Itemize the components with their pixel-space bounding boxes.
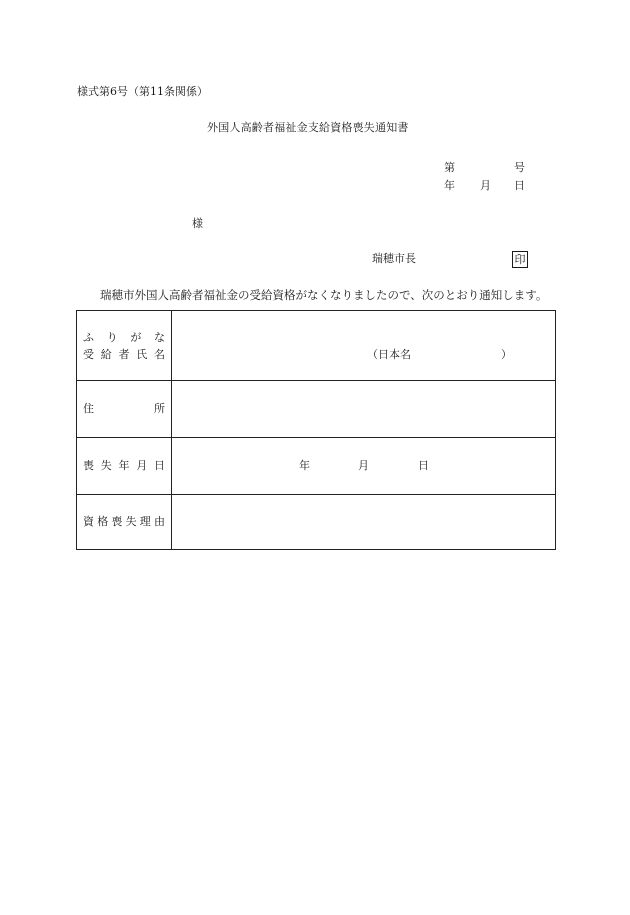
loss-date-month: 月 [358, 459, 369, 472]
notification-table [76, 310, 556, 550]
issuer-name: 瑞穂市長 [372, 252, 416, 265]
loss-date-field [171, 438, 555, 494]
issue-date-day: 日 [514, 179, 525, 192]
reason-field [171, 495, 555, 549]
loss-date-year: 年 [299, 459, 310, 472]
table-row-recipient [77, 311, 555, 380]
loss-date-day: 日 [418, 459, 429, 472]
recipient-name-field [171, 311, 555, 380]
table-row-loss-date [77, 437, 555, 494]
body-text: 瑞穂市外国人高齢者福祉金の受給資格がなくなりましたので、次のとおり通知します。 [100, 288, 548, 302]
table-row-reason [77, 494, 555, 549]
furigana-label: ふりがな [83, 331, 165, 344]
table-row-address [77, 380, 555, 437]
seal-stamp-box: 印 [512, 251, 528, 268]
japanese-name-open: （日本名 [367, 348, 411, 361]
document-title: 外国人高齢者福祉金支給資格喪失通知書 [207, 121, 409, 134]
address-field [171, 381, 555, 437]
addressee-suffix: 様 [192, 217, 203, 230]
form-number: 様式第6号（第11条関係） [77, 85, 208, 98]
recipient-name-label: 受給者氏名 [83, 348, 165, 361]
loss-date-label: 喪失年月日 [83, 459, 165, 472]
address-label-cell [77, 381, 171, 437]
reference-prefix: 第 [444, 161, 455, 174]
recipient-label-cell [77, 311, 171, 380]
reason-label: 資格喪失理由 [83, 515, 165, 528]
loss-date-label-cell [77, 438, 171, 494]
issue-date-year: 年 [444, 179, 455, 192]
japanese-name-close: ） [501, 348, 512, 361]
reason-label-cell [77, 495, 171, 549]
issue-date-month: 月 [480, 179, 491, 192]
address-label: 住所 [83, 402, 165, 415]
reference-suffix: 号 [514, 161, 525, 174]
